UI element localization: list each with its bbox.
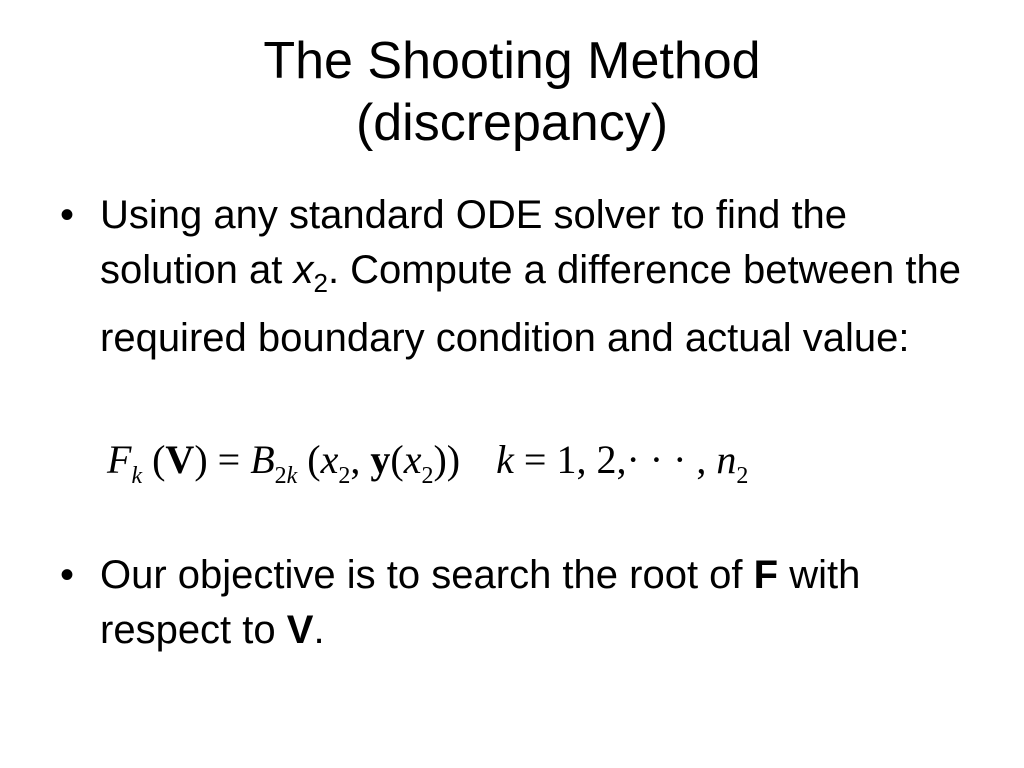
eq-V: V [165, 437, 195, 482]
eq-x: x [320, 437, 339, 482]
eq-k-subscript: k [131, 463, 143, 489]
bullet-1-text: Using any standard ODE solver to find the solution at [100, 193, 848, 292]
eq-F: F [107, 437, 132, 482]
bold-V: V [286, 608, 314, 652]
equation: $F_k$ $(V) = B_{2k}$ ($x_2$, $y(x_2)$) k = 1, 2,· · · , $n_2$ [107, 437, 749, 489]
eq-B: B [250, 437, 275, 482]
bullet-item-2 [60, 548, 980, 658]
title-line-2: (discrepancy) [355, 94, 669, 152]
variable-x-subscript: 2 [313, 268, 328, 298]
bullet-marker: • [60, 193, 75, 237]
bullet-2-text-end: . [313, 608, 325, 652]
bold-F: F [753, 553, 779, 597]
eq-n: n [716, 437, 737, 482]
title-line-1: The Shooting Method [263, 32, 761, 90]
eq-y: y [370, 437, 391, 482]
eq-rhs: 1, 2,· · · , [556, 437, 717, 482]
variable-x: x [293, 248, 314, 292]
bullet-item-1 [60, 188, 980, 366]
slide-title [0, 30, 1024, 154]
bullet-2-text-middle: with respect to [100, 553, 861, 652]
bullet-1-text-continued: . Compute a difference between the required boundary condition and actual value: [100, 248, 961, 360]
bullet-2-text: Our objective is to search the root of [100, 553, 754, 597]
bullet-marker: • [60, 553, 75, 597]
eq-k: k [496, 437, 514, 482]
